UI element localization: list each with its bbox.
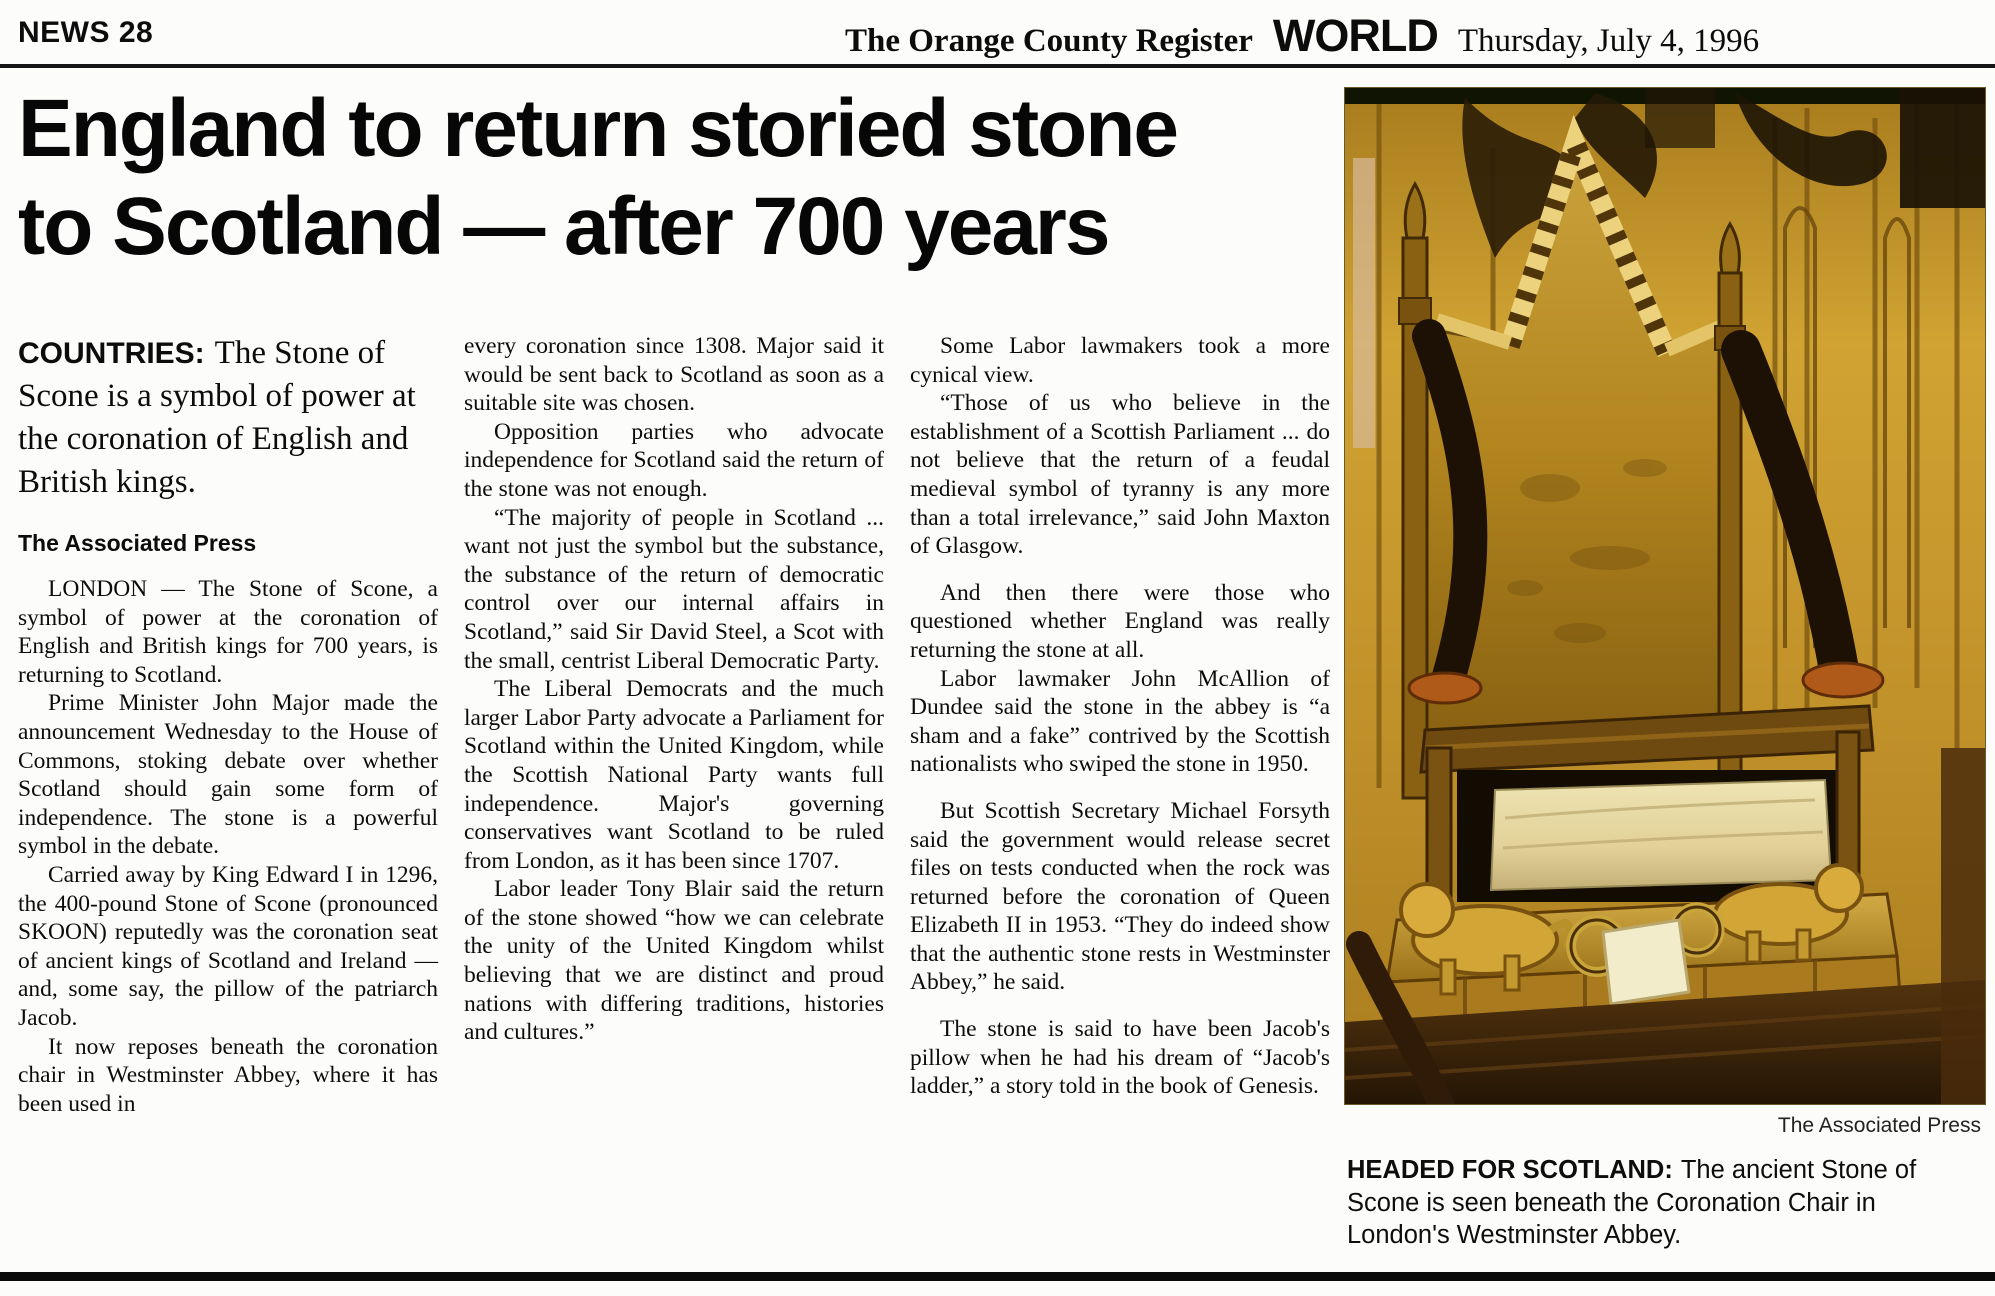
headline-line1: England to return storied stone bbox=[18, 83, 1177, 174]
paragraph: It now reposes beneath the coronation chair in Westminster Abbey, where it has been used in bbox=[18, 1033, 438, 1117]
paper-name: The Orange County Register bbox=[845, 23, 1253, 59]
masthead-rule bbox=[0, 64, 1995, 68]
column-3-body bbox=[910, 332, 1330, 1101]
section-word: WORLD bbox=[1272, 10, 1438, 61]
paragraph: Labor lawmaker John McAllion of Dundee said the stone in the abbey is “a sham and a fake” contrived by the Scottish nationalists who swiped the stone in 1950. bbox=[910, 665, 1330, 778]
paragraph: Opposition parties who advocate independence for Scotland said the return of the stone was not enough. bbox=[464, 418, 884, 502]
column-1 bbox=[18, 332, 438, 1262]
bottom-rule bbox=[0, 1272, 1995, 1281]
paragraph: every coronation since 1308. Major said it would be sent back to Scotland as soon as a suitable site was chosen. bbox=[464, 333, 884, 417]
photo-caption bbox=[1347, 1154, 1947, 1252]
paragraph: Carried away by King Edward I in 1296, the 400-pound Stone of Scone (pronounced SKOON) reputedly was the coronation seat of ancient kings of Scotland and Ireland — and, some say, the pillow of the patriarch Jacob. bbox=[18, 861, 438, 1031]
section-page-label: NEWS 28 bbox=[18, 16, 154, 49]
paragraph: “The majority of people in Scotland ... want not just the symbol but the substance, the substance of the return of democratic control over our internal affairs in Scotland,” said Sir David Steel, a Scot with the small, centrist Liberal Democratic Party. bbox=[464, 504, 884, 674]
coronation-chair-photo bbox=[1345, 88, 1985, 1104]
masthead bbox=[845, 10, 1759, 62]
paragraph: “Those of us who believe in the establishment of a Scottish Parliament ... do not believe that the return of a feudal medieval symbol of tyranny is any more than a total irrelevance,” said John Maxton of Glasgow. bbox=[910, 390, 1330, 560]
left-pinnacle bbox=[1399, 184, 1431, 798]
placard bbox=[1603, 920, 1689, 1004]
column-2 bbox=[464, 332, 884, 1262]
photo-caption-label: HEADED FOR SCOTLAND: bbox=[1347, 1156, 1673, 1184]
headline-line2: to Scotland — after 700 years bbox=[18, 181, 1109, 272]
edition-date: Thursday, July 4, 1996 bbox=[1457, 23, 1760, 59]
summary-kicker: COUNTRIES: bbox=[18, 337, 205, 370]
column-3 bbox=[910, 332, 1330, 1262]
paragraph: The stone is said to have been Jacob's pillow when he had his dream of “Jacob's ladder,” a story told in the book of Genesis. bbox=[910, 1016, 1330, 1100]
article-columns bbox=[18, 332, 1330, 1262]
right-pinnacle bbox=[1715, 224, 1745, 773]
column-2-body bbox=[464, 332, 884, 1047]
right-arm-pad bbox=[1803, 663, 1883, 697]
photo-credit: The Associated Press bbox=[1777, 1114, 1981, 1137]
photo-caption-text: The ancient Stone of Scone is seen beneath the Coronation Chair in London's Westminster Abbey. bbox=[1347, 1156, 1917, 1249]
paragraph: Prime Minister John Major made the announcement Wednesday to the House of Commons, stoking debate over whether Scotland should gain some form of independence. The stone is a powerful symbol in the debate. bbox=[18, 690, 438, 860]
summary-text: The Stone of Scone is a symbol of power at the coronation of English and British kings. bbox=[18, 335, 416, 500]
left-arm-pad bbox=[1409, 673, 1481, 703]
byline: The Associated Press bbox=[18, 530, 257, 556]
paragraph: But Scottish Secretary Michael Forsyth said the government would release secret files on tests conducted when the rock was returned before the coronation of Queen Elizabeth II in 1953. “They do indeed show that the authentic stone rests in Westminster Abbey,” he said. bbox=[910, 797, 1330, 996]
headline bbox=[18, 80, 1338, 276]
paragraph: Labor leader Tony Blair said the return of the stone showed “how we can celebrate the unity of the United Kingdom whilst believing that we are distinct and proud nations with differing traditions, histories and cultures.” bbox=[464, 876, 884, 1046]
paragraph: And then there were those who questioned whether England was really returning the stone at all. bbox=[910, 579, 1330, 663]
coronation-chair-illustration bbox=[1345, 88, 1985, 1104]
summary-leadin bbox=[18, 332, 438, 504]
column-1-body bbox=[18, 575, 438, 1118]
paragraph: The Liberal Democrats and the much larger Labor Party advocate a Parliament for Scotland within the United Kingdom, while the Scottish National Party wants full independence. Major's governing conservatives want Scotland to be ruled from London, as it has been since 1707. bbox=[464, 676, 884, 874]
paragraph: Some Labor lawmakers took a more cynical view. bbox=[910, 333, 1330, 388]
paragraph: LONDON — The Stone of Scone, a symbol of power at the coronation of English and British kings for 700 years, is returning to Scotland. bbox=[18, 576, 438, 688]
